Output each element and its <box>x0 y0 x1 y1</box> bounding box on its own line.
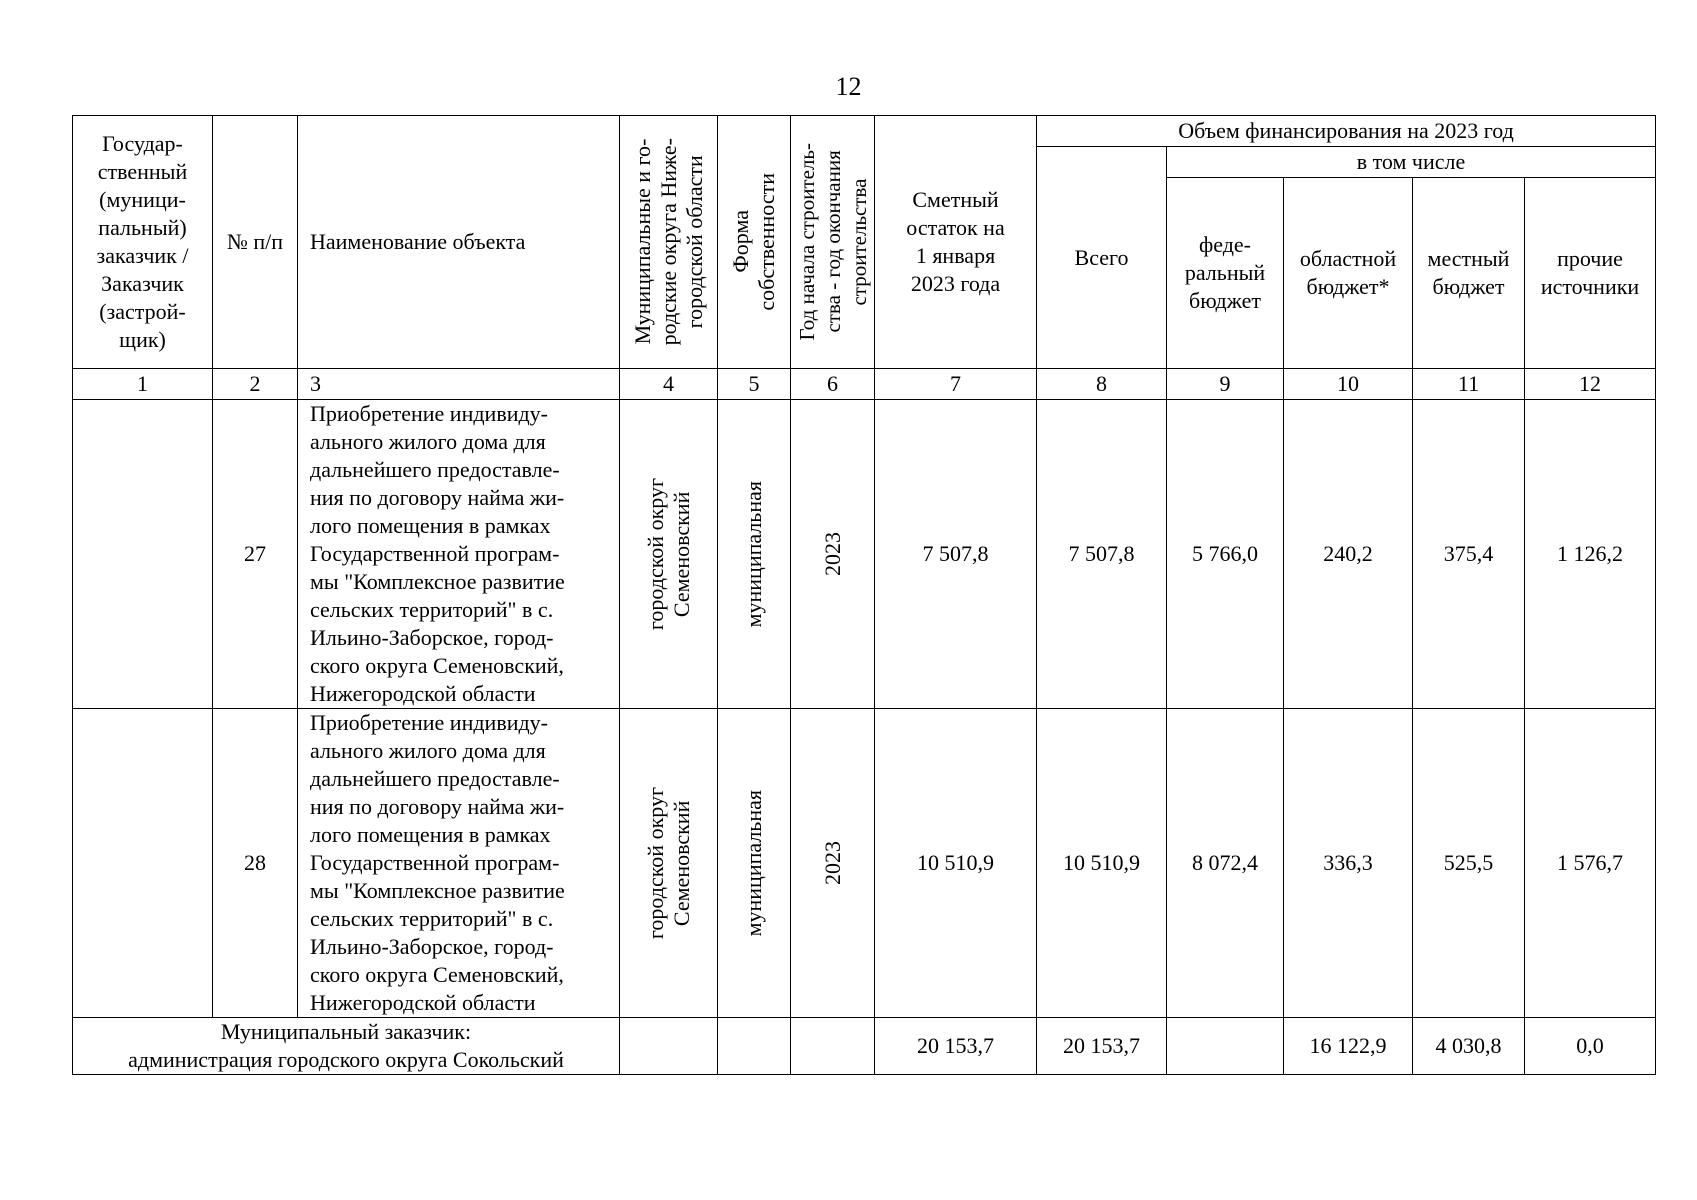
row-ownership-text: муниципальная <box>741 789 766 937</box>
header-estimate: Сметный остаток на 1 января 2023 года <box>875 116 1037 369</box>
financing-table <box>72 115 1656 1075</box>
row-district-text: городской округ Семеновский <box>642 786 694 940</box>
summary-ownership <box>718 1018 791 1075</box>
row-customer <box>73 709 213 1018</box>
header-row-1 <box>73 116 1656 147</box>
summary-district <box>620 1018 718 1075</box>
summary-estimate: 20 153,7 <box>875 1018 1037 1075</box>
header-financing: Объем финансирования на 2023 год <box>1037 116 1656 147</box>
row-year-text: 2023 <box>819 841 845 885</box>
header-years-text: Год начала строитель- ства - год окончания строительства <box>794 143 871 341</box>
header-total: Всего <box>1037 147 1167 369</box>
summary-local: 4 030,8 <box>1413 1018 1525 1075</box>
row-regional: 240,2 <box>1284 400 1413 709</box>
summary-row <box>73 1018 1656 1075</box>
row-local: 375,4 <box>1413 400 1525 709</box>
summary-label: Муниципальный заказчик: администрация городского округа Сокольский <box>73 1018 620 1075</box>
header-customer: Государ- ственный (муници- пальный) заказчик / Заказчик (застрой- щик) <box>73 116 213 369</box>
row-total: 10 510,9 <box>1037 709 1167 1018</box>
row-year-text: 2023 <box>819 532 845 576</box>
row-other: 1 126,2 <box>1525 400 1656 709</box>
row-ownership <box>718 709 791 1018</box>
row-regional: 336,3 <box>1284 709 1413 1018</box>
header-ownership <box>718 116 791 369</box>
row-ownership-text: муниципальная <box>741 480 766 628</box>
header-district <box>620 116 718 369</box>
col-number: 4 <box>620 369 718 400</box>
col-number: 6 <box>791 369 875 400</box>
summary-total: 20 153,7 <box>1037 1018 1167 1075</box>
col-number: 1 <box>73 369 213 400</box>
col-number: 12 <box>1525 369 1656 400</box>
col-number: 11 <box>1413 369 1525 400</box>
col-number: 2 <box>213 369 298 400</box>
row-district <box>620 709 718 1018</box>
row-local: 525,5 <box>1413 709 1525 1018</box>
header-years <box>791 116 875 369</box>
header-other: прочие источники <box>1525 178 1656 369</box>
col-number: 3 <box>298 369 620 400</box>
summary-regional: 16 122,9 <box>1284 1018 1413 1075</box>
col-number: 5 <box>718 369 791 400</box>
row-federal: 8 072,4 <box>1167 709 1284 1018</box>
header-regional: областной бюджет* <box>1284 178 1413 369</box>
summary-federal <box>1167 1018 1284 1075</box>
column-number-row <box>73 369 1656 400</box>
col-number: 9 <box>1167 369 1284 400</box>
row-object-name: Приобретение индивиду- ального жилого дома для дальнейшего предоставле- ния по договору найма жи- лого помещения в рамках Государственной програм- мы "Комплексное развитие сельских территорий" в с. Ильино-Заборское, город- ского округа Семеновский, Нижегородской области <box>298 709 620 1018</box>
row-number: 28 <box>213 709 298 1018</box>
header-federal: феде- ральный бюджет <box>1167 178 1284 369</box>
row-district-text: городской округ Семеновский <box>642 477 694 631</box>
col-number: 10 <box>1284 369 1413 400</box>
row-estimate: 10 510,9 <box>875 709 1037 1018</box>
row-year <box>791 400 875 709</box>
row-year <box>791 709 875 1018</box>
row-total: 7 507,8 <box>1037 400 1167 709</box>
row-object-name: Приобретение индивиду- ального жилого дома для дальнейшего предоставле- ния по договору найма жи- лого помещения в рамках Государственной програм- мы "Комплексное развитие сельских территорий" в с. Ильино-Заборское, город- ского округа Семеновский, Нижегородской области <box>298 400 620 709</box>
row-ownership <box>718 400 791 709</box>
header-local: местный бюджет <box>1413 178 1525 369</box>
summary-other: 0,0 <box>1525 1018 1656 1075</box>
row-number: 27 <box>213 400 298 709</box>
header-number: № п/п <box>213 116 298 369</box>
header-including: в том числе <box>1167 147 1656 178</box>
row-estimate: 7 507,8 <box>875 400 1037 709</box>
page-number: 12 <box>835 72 862 101</box>
col-number: 8 <box>1037 369 1167 400</box>
table-row <box>73 709 1656 1018</box>
table-row <box>73 400 1656 709</box>
header-object-name: Наименование объекта <box>298 116 620 369</box>
row-federal: 5 766,0 <box>1167 400 1284 709</box>
header-ownership-text: Форма собственности <box>728 173 779 311</box>
header-district-text: Муниципальные и го- родские округа Ниже- городской области <box>629 138 707 346</box>
summary-year <box>791 1018 875 1075</box>
col-number: 7 <box>875 369 1037 400</box>
row-customer <box>73 400 213 709</box>
row-other: 1 576,7 <box>1525 709 1656 1018</box>
row-district <box>620 400 718 709</box>
